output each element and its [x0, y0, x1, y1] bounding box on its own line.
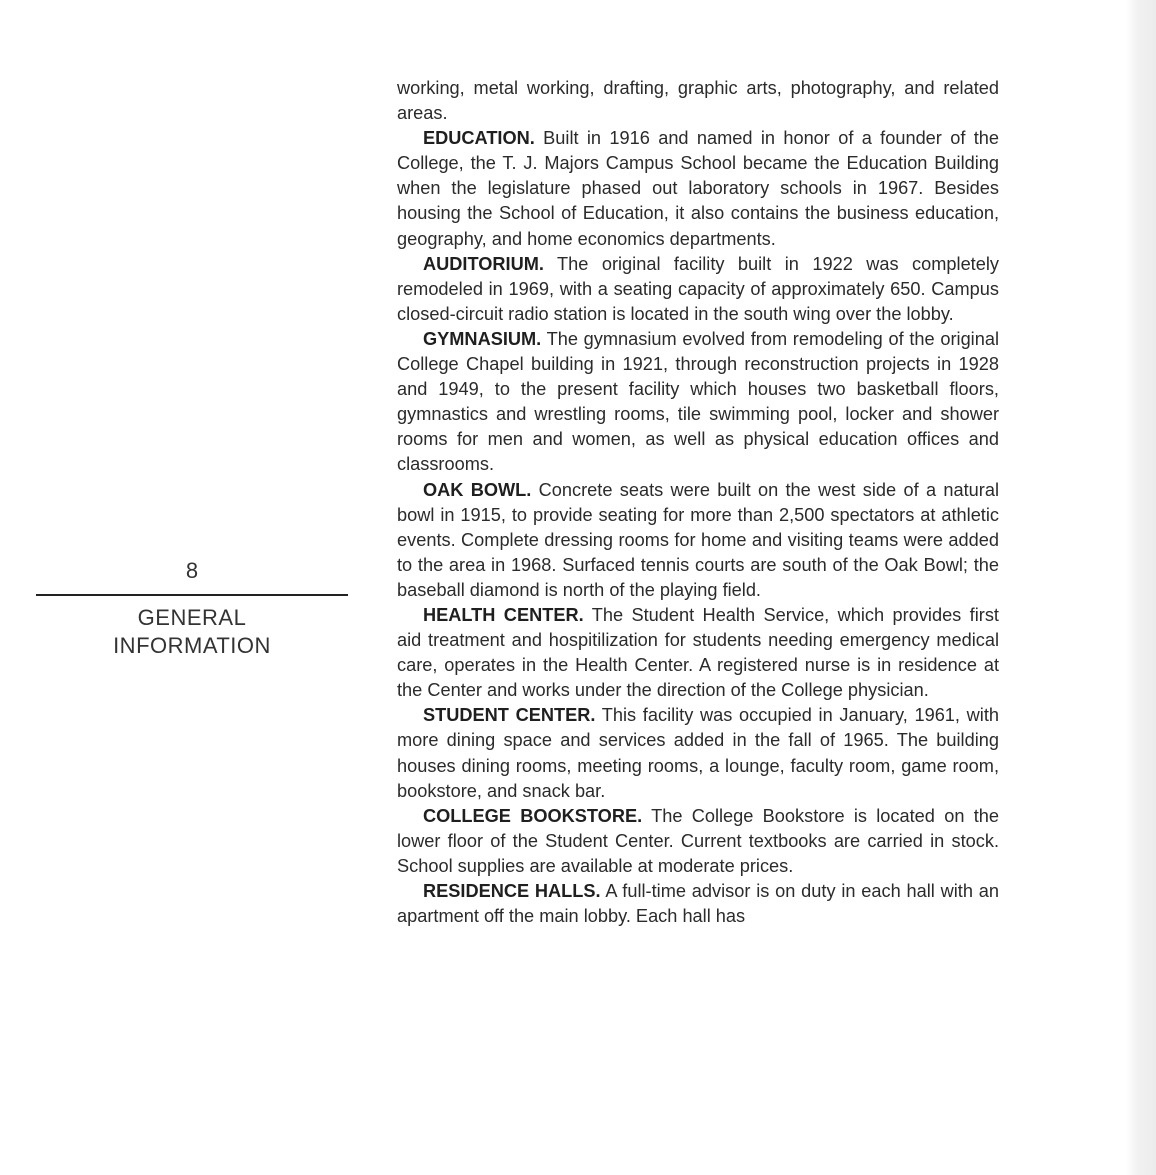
page-edge-shadow [1126, 0, 1156, 1175]
paragraph-heading: AUDITORIUM. [423, 253, 544, 274]
paragraph-heading: HEALTH CENTER. [423, 604, 584, 625]
paragraph-text: The Student Health Service, which provides first aid treatment and hospitilization for students needing emergency medical care, operates in the Health Center. A registered nurse is in residence at the Center and works under the direction of the College physician. [397, 604, 999, 701]
section-title-line-1: GENERAL [137, 605, 247, 630]
paragraph-health-center [397, 603, 999, 703]
paragraph-auditorium [397, 252, 999, 327]
paragraph-heading: OAK BOWL. [423, 479, 532, 500]
page-number: 8 [185, 558, 199, 583]
section-title-line-2: INFORMATION [113, 633, 271, 658]
paragraph-heading: GYMNASIUM. [423, 328, 542, 349]
paragraph-gymnasium [397, 327, 999, 478]
paragraph-text: The original facility built in 1922 was completely remodeled in 1969, with a seating capacity of approximately 650. Campus closed-circuit radio station is located in the south wing over the lobby. [397, 253, 999, 324]
sidebar [36, 558, 348, 660]
paragraph-residence-halls [397, 879, 999, 929]
paragraph-text: The College Bookstore is located on the lower floor of the Student Center. Current textbooks are carried in stock. School supplies are available at moderate prices. [397, 805, 999, 876]
paragraph-heading: RESIDENCE HALLS. [423, 881, 601, 901]
section-title [36, 604, 348, 660]
body-text [397, 76, 999, 929]
section-divider [36, 594, 348, 596]
paragraph-education [397, 126, 999, 251]
paragraph-text: Built in 1916 and named in honor of a founder of the College, the T. J. Majors Campus School became the Education Building when the legislature phased out laboratory schools in 1967. Besides housing the School of Education, it also contains the business education, geography, and home economics departments. [397, 128, 999, 249]
paragraph-text: This facility was occupied in January, 1961, with more dining space and services added in the fall of 1965. The building houses dining rooms, meeting rooms, a lounge, faculty room, game room, bookstore, and snack bar. [397, 705, 999, 801]
paragraph-heading: STUDENT CENTER. [423, 705, 596, 726]
paragraph-text: working, metal working, drafting, graphic arts, photography, and related areas. [397, 78, 999, 124]
paragraph-text: The gymnasium evolved from remodeling of the original College Chapel building in 1921, through reconstruction projects in 1928 and 1949, to the present facility which houses two basketball floors, gymnastics and wrestling rooms, tile swimming pool, locker and shower rooms for men and women, as well as physical education offices and classrooms. [397, 328, 999, 475]
paragraph-intro [397, 76, 999, 126]
paragraph-student-center [397, 703, 999, 803]
paragraph-text: A full-time advisor is on duty in each hall with an apartment off the main lobby. Each hall has [397, 881, 999, 927]
paragraph-oak-bowl [397, 478, 999, 603]
paragraph-college-bookstore [397, 804, 999, 879]
paragraph-heading: EDUCATION. [423, 128, 535, 149]
paragraph-text: Concrete seats were built on the west side of a natural bowl in 1915, to provide seating for more than 2,500 spectators at athletic events. Complete dressing rooms for home and visiting teams were added to the area in 1968. Surfaced tennis courts are south of the Oak Bowl; the baseball diamond is north of the playing field. [397, 479, 999, 600]
paragraph-heading: COLLEGE BOOKSTORE. [423, 805, 643, 826]
